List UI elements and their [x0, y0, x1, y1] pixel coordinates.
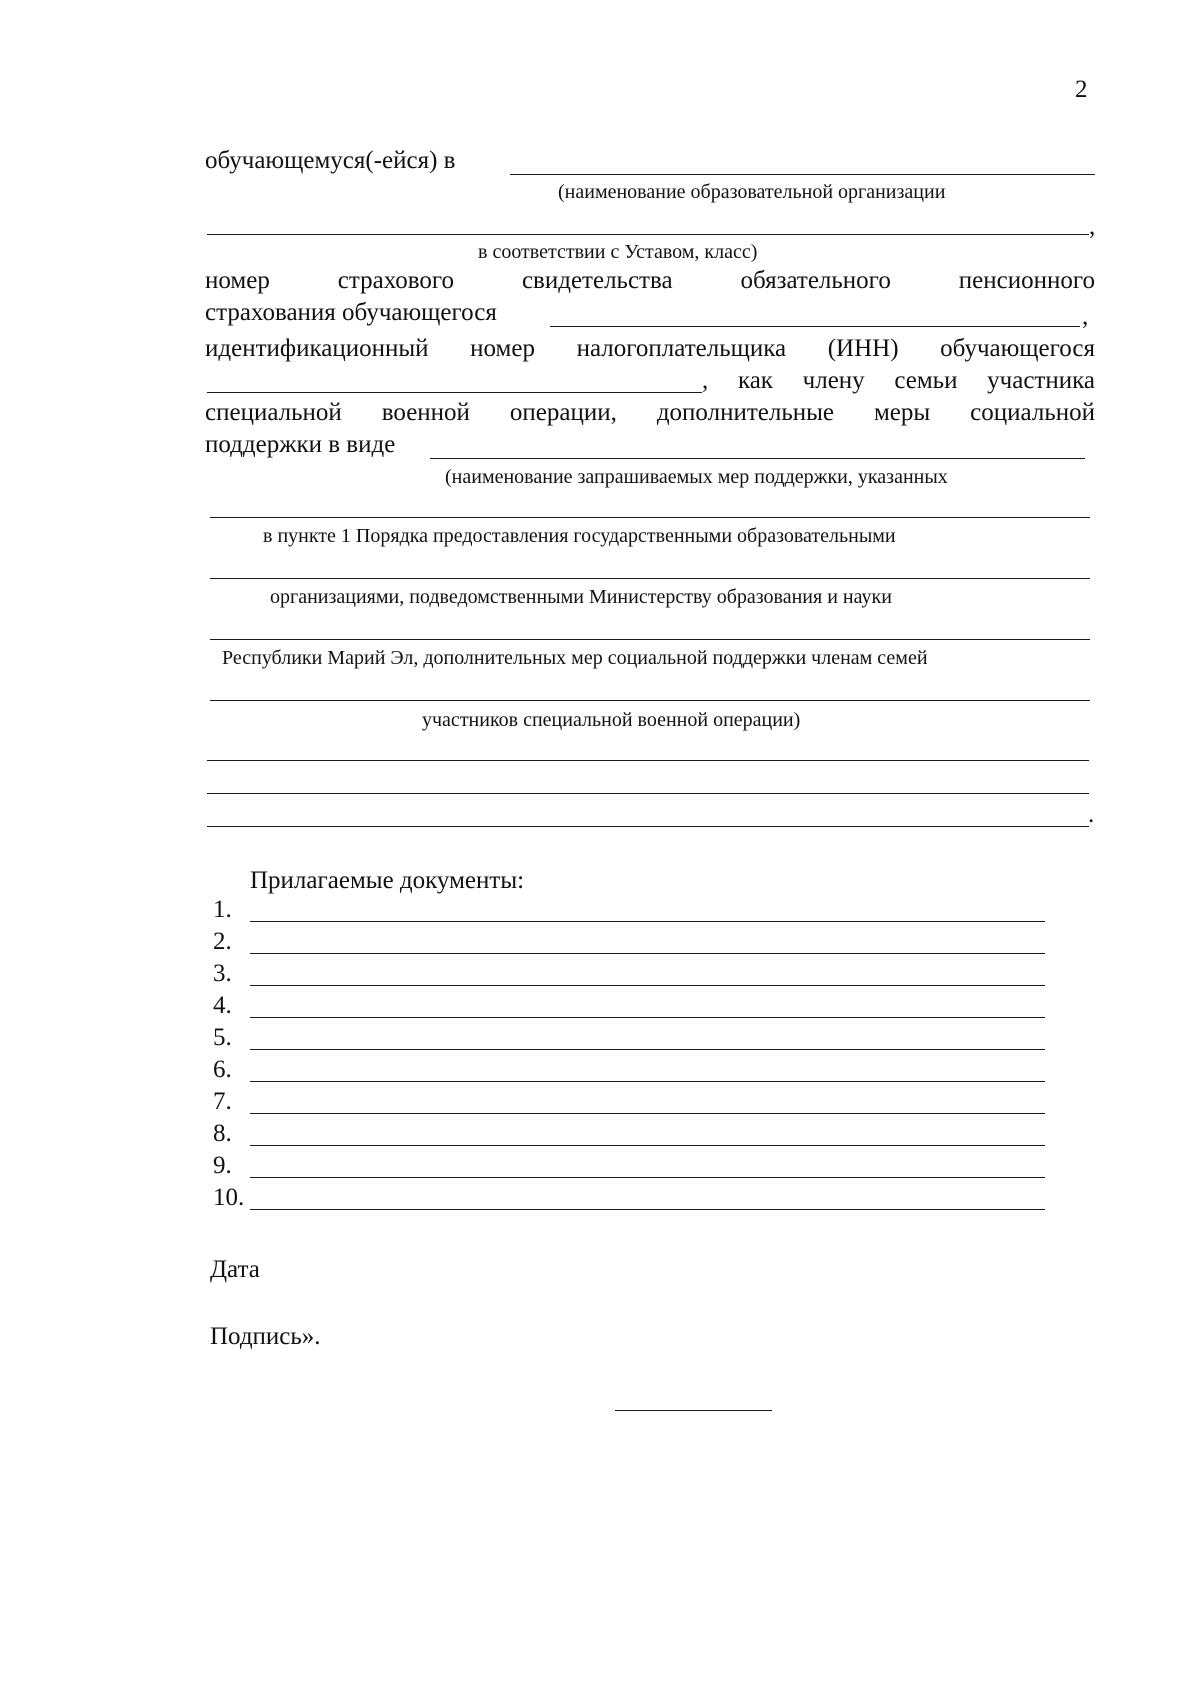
support-input-line-4[interactable] [210, 639, 1090, 640]
attachment-line[interactable] [250, 1081, 1045, 1082]
support-input-line-5[interactable] [210, 700, 1090, 701]
inn-tail-word: участника [987, 367, 1095, 394]
svo-word: операции, [509, 399, 617, 426]
attachment-line[interactable] [250, 1177, 1045, 1178]
snils-label-2: страхования обучающегося [205, 299, 497, 326]
inn-tail-word: члену [802, 367, 865, 394]
inn-word: номер [470, 335, 535, 362]
inn-word: (ИНН) [827, 335, 899, 362]
svo-word: социальной [970, 399, 1095, 426]
inn-input-line[interactable] [207, 392, 702, 393]
attachment-line[interactable] [250, 1049, 1045, 1050]
inn-word: идентификационный [205, 335, 429, 362]
attachment-number: 2. [213, 928, 232, 955]
organization-caption: (наименование образовательной организации [558, 181, 946, 203]
attachments-title: Прилагаемые документы: [250, 867, 525, 894]
attachment-number: 10. [213, 1184, 245, 1211]
free-text-line-3[interactable] [207, 826, 1089, 827]
attachment-number: 4. [213, 992, 232, 1019]
student-label: обучающемуся(-ейся) в [205, 147, 456, 174]
snils-line [205, 266, 1095, 296]
inn-word: обучающегося [940, 335, 1095, 362]
inn-tail-word: семьи [894, 367, 958, 394]
free-text-line-1[interactable] [207, 760, 1089, 761]
end-dot: . [1088, 801, 1095, 828]
svo-line [205, 398, 1095, 428]
support-caption-4: Республики Марий Эл, дополнительных мер социальной поддержки членам семей [222, 647, 928, 669]
inn-line [205, 334, 1095, 364]
snils-word: пенсионного [958, 267, 1095, 294]
inn-tail-word: как [737, 367, 773, 394]
organization-input-line[interactable] [510, 174, 1095, 175]
closing-separator [615, 1410, 772, 1411]
attachment-number: 8. [213, 1120, 232, 1147]
svo-word: дополнительные [656, 399, 835, 426]
signature-label: Подпись». [210, 1323, 321, 1350]
support-caption-3: организациями, подведомственными Министерству образования и науки [270, 586, 892, 608]
inn-tail-word: , [702, 367, 709, 394]
svo-word: специальной [205, 399, 342, 426]
snils-word: страхового [337, 267, 455, 294]
organization-input-line-2[interactable] [207, 234, 1089, 235]
svo-word: меры [873, 399, 931, 426]
attachment-number: 3. [213, 960, 232, 987]
snils-word: обязательного [740, 267, 891, 294]
support-label: поддержки в виде [205, 431, 396, 458]
attachment-number: 9. [213, 1152, 232, 1179]
attachment-line[interactable] [250, 921, 1045, 922]
attachment-line[interactable] [250, 1017, 1045, 1018]
snils-input-line[interactable] [550, 326, 1080, 327]
support-caption-5: участников специальной военной операции) [422, 709, 801, 731]
support-input-line-3[interactable] [210, 578, 1090, 579]
support-input-line-2[interactable] [210, 517, 1090, 518]
attachment-line[interactable] [250, 1113, 1045, 1114]
attachment-line[interactable] [250, 1209, 1045, 1210]
inn-word: налогоплательщика [576, 335, 787, 362]
inn-tail [702, 366, 1095, 396]
snils-word: свидетельства [521, 267, 673, 294]
support-input-line[interactable] [430, 458, 1085, 459]
svo-word: военной [381, 399, 470, 426]
page-number: 2 [1075, 76, 1088, 103]
free-text-line-2[interactable] [207, 793, 1089, 794]
date-label: Дата [210, 1256, 260, 1283]
attachment-line[interactable] [250, 953, 1045, 954]
snils-comma: , [1082, 303, 1089, 330]
line2-comma: , [1089, 213, 1096, 240]
attachment-line[interactable] [250, 1145, 1045, 1146]
attachment-number: 6. [213, 1056, 232, 1083]
attachment-line[interactable] [250, 985, 1045, 986]
class-caption: в соответствии с Уставом, класс) [478, 241, 758, 263]
support-caption-1: (наименование запрашиваемых мер поддержки, указанных [445, 466, 948, 488]
snils-word: номер [205, 267, 270, 294]
support-caption-2: в пункте 1 Порядка предоставления государственными образовательными [263, 525, 896, 547]
attachment-number: 7. [213, 1088, 232, 1115]
attachment-number: 1. [213, 896, 232, 923]
attachment-number: 5. [213, 1024, 232, 1051]
